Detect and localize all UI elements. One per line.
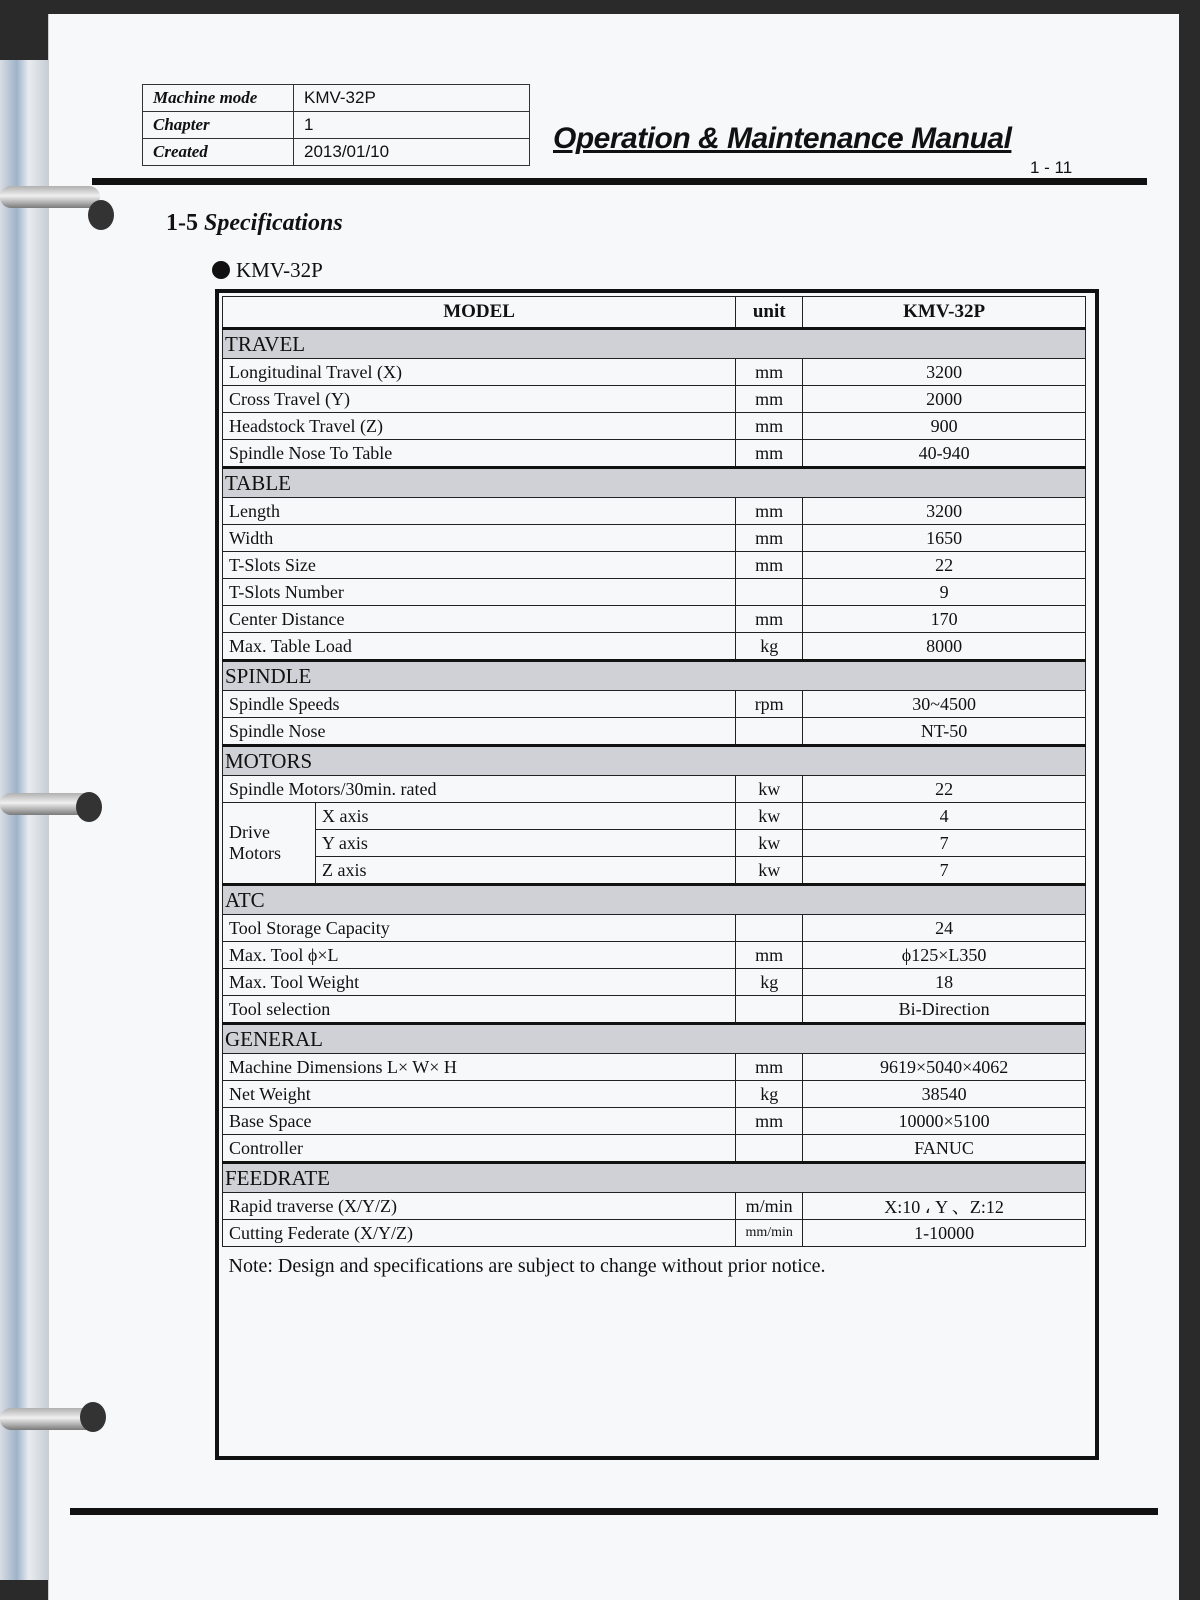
spec-value: 9 — [803, 579, 1086, 606]
spec-label: Spindle Speeds — [223, 691, 736, 718]
spec-unit: mm — [736, 498, 803, 525]
spec-unit — [736, 996, 803, 1024]
spec-unit: mm — [736, 440, 803, 468]
spec-value: NT-50 — [803, 718, 1086, 746]
spec-value: 3200 — [803, 359, 1086, 386]
section-title-cell: ATC — [223, 885, 1086, 915]
spec-unit: kg — [736, 1081, 803, 1108]
spec-label: Rapid traverse (X/Y/Z) — [223, 1193, 736, 1220]
section-title-cell: TRAVEL — [223, 329, 1086, 359]
note-text: Note: Design and specifications are subject to change without prior notice. — [228, 1254, 826, 1277]
table-row — [223, 691, 1086, 718]
table-row — [223, 718, 1086, 746]
spec-value: Bi-Direction — [803, 996, 1086, 1024]
table-row — [223, 803, 1086, 830]
table-row — [223, 440, 1086, 468]
spec-label: Spindle Motors/30min. rated — [223, 776, 736, 803]
spec-label: Center Distance — [223, 606, 736, 633]
table-row — [223, 525, 1086, 552]
spec-value: 10000×5100 — [803, 1108, 1086, 1135]
bullet-icon — [212, 261, 230, 279]
table-row — [223, 942, 1086, 969]
spec-unit: mm — [736, 413, 803, 440]
spec-unit: mm/min — [736, 1220, 803, 1247]
spec-unit — [736, 579, 803, 606]
spec-value: 3200 — [803, 498, 1086, 525]
punch-hole-bottom — [80, 1402, 106, 1432]
table-row — [223, 386, 1086, 413]
spec-unit — [736, 1135, 803, 1163]
created-label: Created — [143, 139, 294, 166]
spec-unit: kw — [736, 776, 803, 803]
spec-value: 900 — [803, 413, 1086, 440]
spec-label: Base Space — [223, 1108, 736, 1135]
spec-label: Max. Tool Weight — [223, 969, 736, 996]
table-row — [223, 915, 1086, 942]
spec-value: 18 — [803, 969, 1086, 996]
note-row — [223, 1247, 1086, 1280]
footer-rule — [70, 1508, 1158, 1515]
punch-hole-top — [88, 200, 114, 230]
section-row-feedrate — [223, 1163, 1086, 1193]
machine-mode-label: Machine mode — [143, 85, 294, 112]
section-heading — [166, 210, 343, 237]
spec-unit: m/min — [736, 1193, 803, 1220]
spec-value: 40-940 — [803, 440, 1086, 468]
binder-ring-top — [0, 186, 100, 208]
spec-label: Cutting Federate (X/Y/Z) — [223, 1220, 736, 1247]
spec-label: Max. Table Load — [223, 633, 736, 661]
axis-label: X axis — [316, 803, 736, 830]
table-row — [223, 1220, 1086, 1247]
table-row — [223, 776, 1086, 803]
specifications-table — [222, 296, 1086, 1279]
spec-unit: mm — [736, 552, 803, 579]
axis-label: Z axis — [316, 857, 736, 885]
spec-unit: mm — [736, 525, 803, 552]
table-row — [223, 1135, 1086, 1163]
spec-value: 7 — [803, 857, 1086, 885]
model-name: KMV-32P — [236, 258, 323, 282]
section-title-cell: GENERAL — [223, 1024, 1086, 1054]
chapter-label: Chapter — [143, 112, 294, 139]
document-info-table — [142, 84, 530, 166]
spec-value: 1650 — [803, 525, 1086, 552]
spec-value: 170 — [803, 606, 1086, 633]
spec-value: 24 — [803, 915, 1086, 942]
chapter-value: 1 — [294, 112, 530, 139]
table-row — [223, 1193, 1086, 1220]
table-row — [223, 359, 1086, 386]
section-row-general — [223, 1024, 1086, 1054]
created-value: 2013/01/10 — [294, 139, 530, 166]
spec-unit — [736, 915, 803, 942]
spec-unit: mm — [736, 386, 803, 413]
table-row — [223, 606, 1086, 633]
table-row — [223, 830, 1086, 857]
spec-label: Tool Storage Capacity — [223, 915, 736, 942]
spec-unit: kw — [736, 830, 803, 857]
table-row — [223, 552, 1086, 579]
spec-label: Spindle Nose To Table — [223, 440, 736, 468]
machine-mode-value: KMV-32P — [294, 85, 530, 112]
col-unit-header: unit — [736, 297, 803, 329]
spec-label: Tool selection — [223, 996, 736, 1024]
spec-unit: kw — [736, 857, 803, 885]
spec-label: Controller — [223, 1135, 736, 1163]
spec-value: 1-10000 — [803, 1220, 1086, 1247]
model-label — [212, 258, 323, 283]
section-title-cell: FEEDRATE — [223, 1163, 1086, 1193]
section-title-cell: TABLE — [223, 468, 1086, 498]
table-row — [223, 969, 1086, 996]
punch-hole-middle — [76, 792, 102, 822]
spec-value: 4 — [803, 803, 1086, 830]
page-stack-edge — [0, 60, 48, 1580]
table-row — [223, 1054, 1086, 1081]
spec-unit: mm — [736, 1108, 803, 1135]
spec-label: Machine Dimensions L× W× H — [223, 1054, 736, 1081]
spec-unit: mm — [736, 942, 803, 969]
spec-label: Cross Travel (Y) — [223, 386, 736, 413]
section-title-cell: SPINDLE — [223, 661, 1086, 691]
spec-label: Net Weight — [223, 1081, 736, 1108]
section-title: Specifications — [204, 210, 343, 236]
spec-label: Length — [223, 498, 736, 525]
spec-value: 2000 — [803, 386, 1086, 413]
spec-label: Longitudinal Travel (X) — [223, 359, 736, 386]
spec-label: T-Slots Number — [223, 579, 736, 606]
section-title-cell: MOTORS — [223, 746, 1086, 776]
spec-label: Headstock Travel (Z) — [223, 413, 736, 440]
spec-unit: kg — [736, 969, 803, 996]
table-row — [223, 1108, 1086, 1135]
section-number: 1-5 — [166, 210, 198, 236]
section-row-motors — [223, 746, 1086, 776]
table-row — [223, 857, 1086, 885]
table-row — [223, 633, 1086, 661]
spec-label: Width — [223, 525, 736, 552]
spec-value: 7 — [803, 830, 1086, 857]
spec-unit: rpm — [736, 691, 803, 718]
spec-value: X:10 ، Y 、Z:12 — [803, 1193, 1086, 1220]
section-row-spindle — [223, 661, 1086, 691]
spec-unit — [736, 718, 803, 746]
section-row-table — [223, 468, 1086, 498]
spec-value: 22 — [803, 776, 1086, 803]
spec-value: FANUC — [803, 1135, 1086, 1163]
spec-label: Max. Tool ϕ×L — [223, 942, 736, 969]
spec-value: 30~4500 — [803, 691, 1086, 718]
axis-label: Y axis — [316, 830, 736, 857]
page-number: 1 - 11 — [1030, 158, 1073, 177]
table-row — [223, 996, 1086, 1024]
col-value-header: KMV-32P — [803, 297, 1086, 329]
spec-value: 8000 — [803, 633, 1086, 661]
manual-title: Operation & Maintenance Manual — [553, 122, 1012, 155]
spec-value: 22 — [803, 552, 1086, 579]
spec-unit: kw — [736, 803, 803, 830]
col-model-header: MODEL — [223, 297, 736, 329]
spec-value: ϕ125×L350 — [803, 942, 1086, 969]
table-row — [223, 1081, 1086, 1108]
spec-unit: mm — [736, 359, 803, 386]
section-row-atc — [223, 885, 1086, 915]
spec-unit: kg — [736, 633, 803, 661]
table-row — [223, 413, 1086, 440]
spec-unit: mm — [736, 606, 803, 633]
spec-unit: mm — [736, 1054, 803, 1081]
spec-value: 9619×5040×4062 — [803, 1054, 1086, 1081]
table-row — [223, 498, 1086, 525]
table-header-row — [223, 297, 1086, 329]
header-rule — [92, 178, 1147, 185]
spec-label: Spindle Nose — [223, 718, 736, 746]
spec-value: 38540 — [803, 1081, 1086, 1108]
spec-label: T-Slots Size — [223, 552, 736, 579]
table-row — [223, 579, 1086, 606]
section-row-travel — [223, 329, 1086, 359]
drive-motors-label: Drive Motors — [223, 803, 316, 885]
